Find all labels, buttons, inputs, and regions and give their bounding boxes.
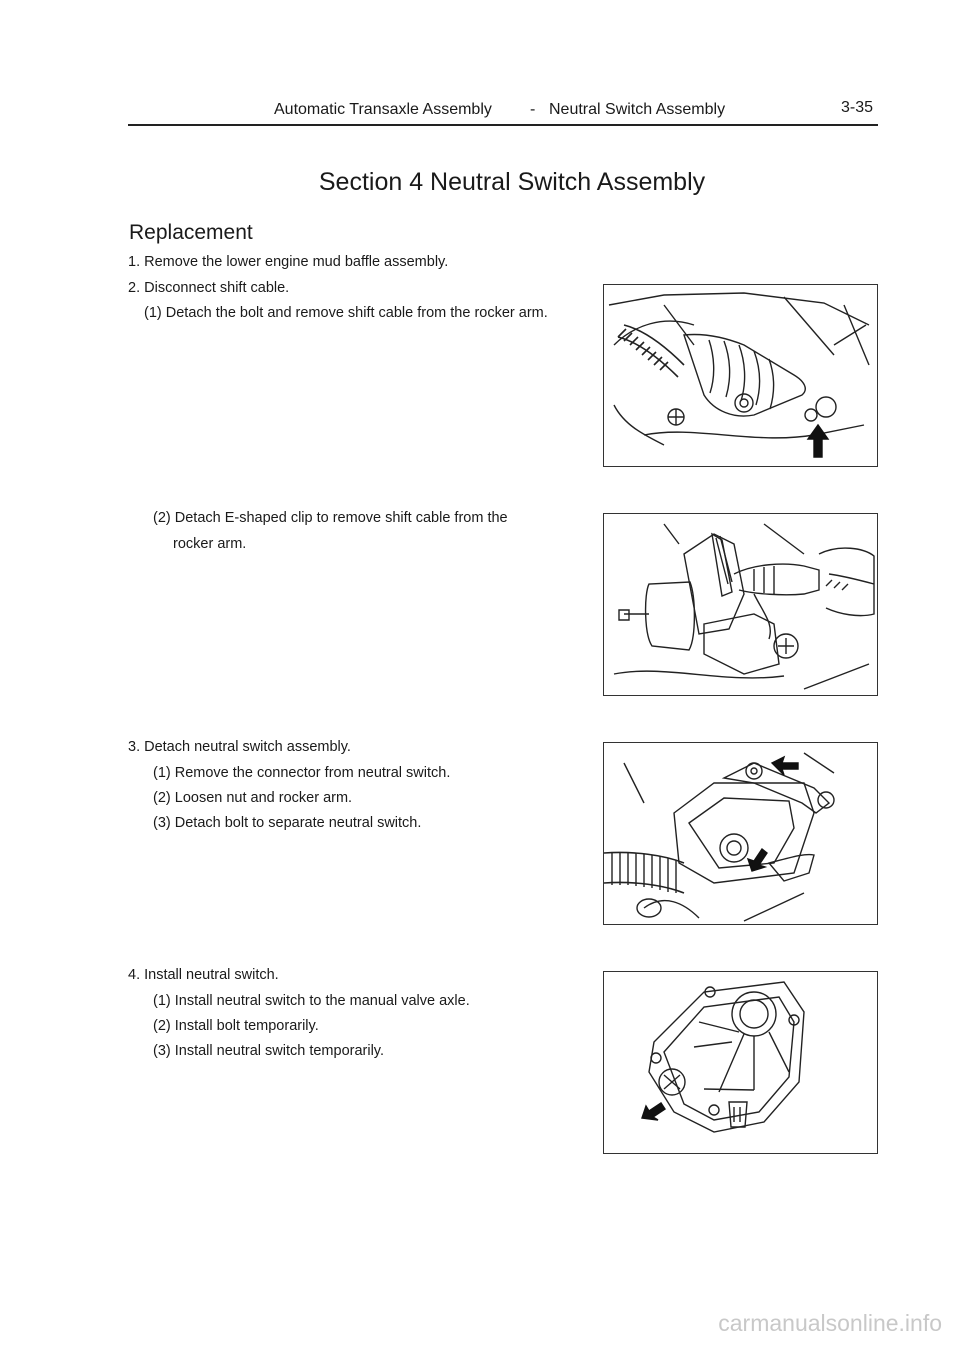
header-separator: - bbox=[530, 101, 536, 118]
e-clip-illustration bbox=[604, 514, 877, 695]
step-2: 2. Disconnect shift cable. bbox=[128, 280, 290, 296]
step-3-1: (1) Remove the connector from neutral switch. bbox=[153, 765, 451, 781]
figure-neutral-switch-install bbox=[603, 971, 878, 1154]
step-2-2-cont: rocker arm. bbox=[173, 536, 247, 552]
header-rule bbox=[128, 124, 878, 126]
figure-shift-cable-bolt bbox=[603, 284, 878, 467]
header-section: Neutral Switch Assembly bbox=[549, 101, 726, 118]
section-subtitle: Replacement bbox=[129, 221, 253, 244]
figure-e-clip bbox=[603, 513, 878, 696]
header-chapter: Automatic Transaxle Assembly bbox=[274, 101, 492, 118]
step-2-2: (2) Detach E-shaped clip to remove shift cable from the bbox=[153, 510, 508, 526]
step-1: 1. Remove the lower engine mud baffle assembly. bbox=[128, 254, 449, 270]
step-4-1: (1) Install neutral switch to the manual valve axle. bbox=[153, 993, 470, 1009]
watermark: carmanualsonline.info bbox=[718, 1310, 942, 1336]
page-number: 3-35 bbox=[841, 99, 874, 116]
step-4-3: (3) Install neutral switch temporarily. bbox=[153, 1043, 385, 1059]
step-2-1: (1) Detach the bolt and remove shift cable from the rocker arm. bbox=[144, 305, 548, 321]
step-4-2: (2) Install bolt temporarily. bbox=[153, 1018, 319, 1034]
page-title: Section 4 Neutral Switch Assembly bbox=[318, 168, 706, 196]
neutral-switch-removal-illustration bbox=[604, 743, 877, 924]
step-3: 3. Detach neutral switch assembly. bbox=[128, 739, 351, 755]
figure-neutral-switch-removal bbox=[603, 742, 878, 925]
step-3-3: (3) Detach bolt to separate neutral switch. bbox=[153, 815, 422, 831]
neutral-switch-install-illustration bbox=[604, 972, 877, 1153]
step-4: 4. Install neutral switch. bbox=[128, 967, 279, 983]
step-3-2: (2) Loosen nut and rocker arm. bbox=[153, 790, 353, 806]
shift-cable-bolt-illustration bbox=[604, 285, 877, 466]
